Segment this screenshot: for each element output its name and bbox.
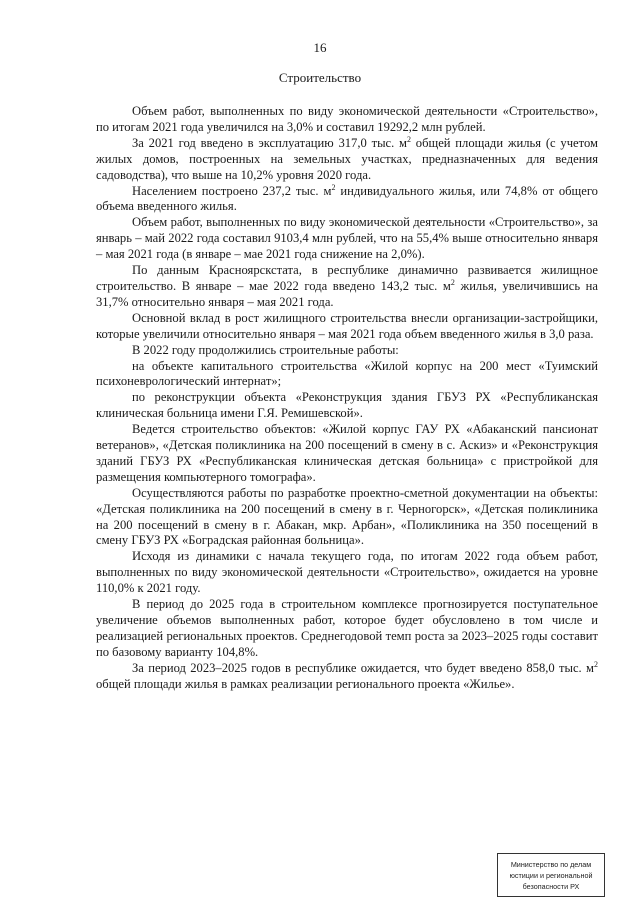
paragraph: Населением построено 237,2 тыс. $м^2$ индивидуального жилья, или 74,8% от общего объема введенного жилья. xyxy=(96,182,598,214)
paragraph: Исходя из динамики с начала текущего года, по итогам 2022 года объем работ, выполненных по виду экономической деятельности «Строительство», ожидается на уровне 110,0% к 2021 году. xyxy=(96,549,598,596)
paragraph: Осуществляются работы по разработке проектно-сметной документации на объекты: «Детская поликлиника на 200 посещений в смену в г. Черногорск», «Детская поликлиника на 200 посещений в смену в г. Абакан, мкр. Арбан», «Поликлиника на 350 посещений в смену ГБУЗ РХ «Боградская районная больница». xyxy=(96,485,598,548)
paragraph: на объекте капитального строительства «Жилой корпус на 200 мест «Туимский психоневрологический интернат»; xyxy=(96,358,598,389)
stamp-line: юстиции и региональной xyxy=(509,871,593,880)
paragraph: Объем работ, выполненных по виду экономической деятельности «Строительство», за январь – май 2022 года составил 9103,4 млн рублей, что на 55,4% выше относительно января – мая 2021 года (в январе – мае 2021 года снижение на 2,0%). xyxy=(96,215,598,262)
paragraph: Объем работ, выполненных по виду экономической деятельности «Строительство», по итогам 2021 года увеличился на 3,0% и составил 19292,2 млн рублей. xyxy=(96,104,598,134)
registration-stamp xyxy=(497,853,605,897)
document-body xyxy=(96,104,598,693)
stamp-line: Министерство по делам xyxy=(510,860,592,869)
paragraph: по реконструкции объекта «Реконструкция здания ГБУЗ РХ «Республиканская клиническая больница имени Г.Я. Ремишевской». xyxy=(96,390,598,421)
page-number: 16 xyxy=(313,40,327,55)
paragraph: За 2021 год введено в эксплуатацию 317,0 тыс. $м^2$ общей площади жилья (с учетом жилых домов, построенных на земельных участках, предназначенных для ведения садоводства), что выше на 10,2% уровня 2020 года. xyxy=(96,134,598,182)
paragraph: Основной вклад в рост жилищного строительства внесли организации-застройщики, которые увеличили относительно января – мая 2021 года объем введенного жилья в 3,0 раза. xyxy=(96,310,598,341)
stamp-line: безопасности РХ xyxy=(522,882,580,891)
paragraph: Ведется строительство объектов: «Жилой корпус ГАУ РХ «Абаканский пансионат ветеранов», «Детская поликлиника на 200 посещений в смену в с. Аскиз» и «Реконструкция зданий ГБУЗ РХ «Республиканская клиническая детская больница» с пристройкой для размещения компьютерного томографа». xyxy=(96,422,598,484)
paragraph: За период 2023–2025 годов в республике ожидается, что будет введено 858,0 тыс. $м^2$ общей площади жилья в рамках реализации регионального проекта «Жилье». xyxy=(96,659,598,691)
paragraph: По данным Красноярскстата, в республике динамично развивается жилищное строительство. В январе – мае 2022 года введено 143,2 тыс. $м^2$ жилья, увеличившись на 31,7% относительно января – мая 2021 года. xyxy=(96,263,598,309)
section-title: Строительство xyxy=(278,70,362,85)
paragraph: В период до 2025 года в строительном комплексе прогнозируется поступательное увеличение объемов выполненных работ, которое будет обусловлено в том числе и реализацией региональных проектов. Среднегодовой темп роста за 2023–2025 годы составит по базовому варианту 104,8%. xyxy=(96,597,598,659)
paragraph: В 2022 году продолжились строительные работы: xyxy=(132,342,399,357)
